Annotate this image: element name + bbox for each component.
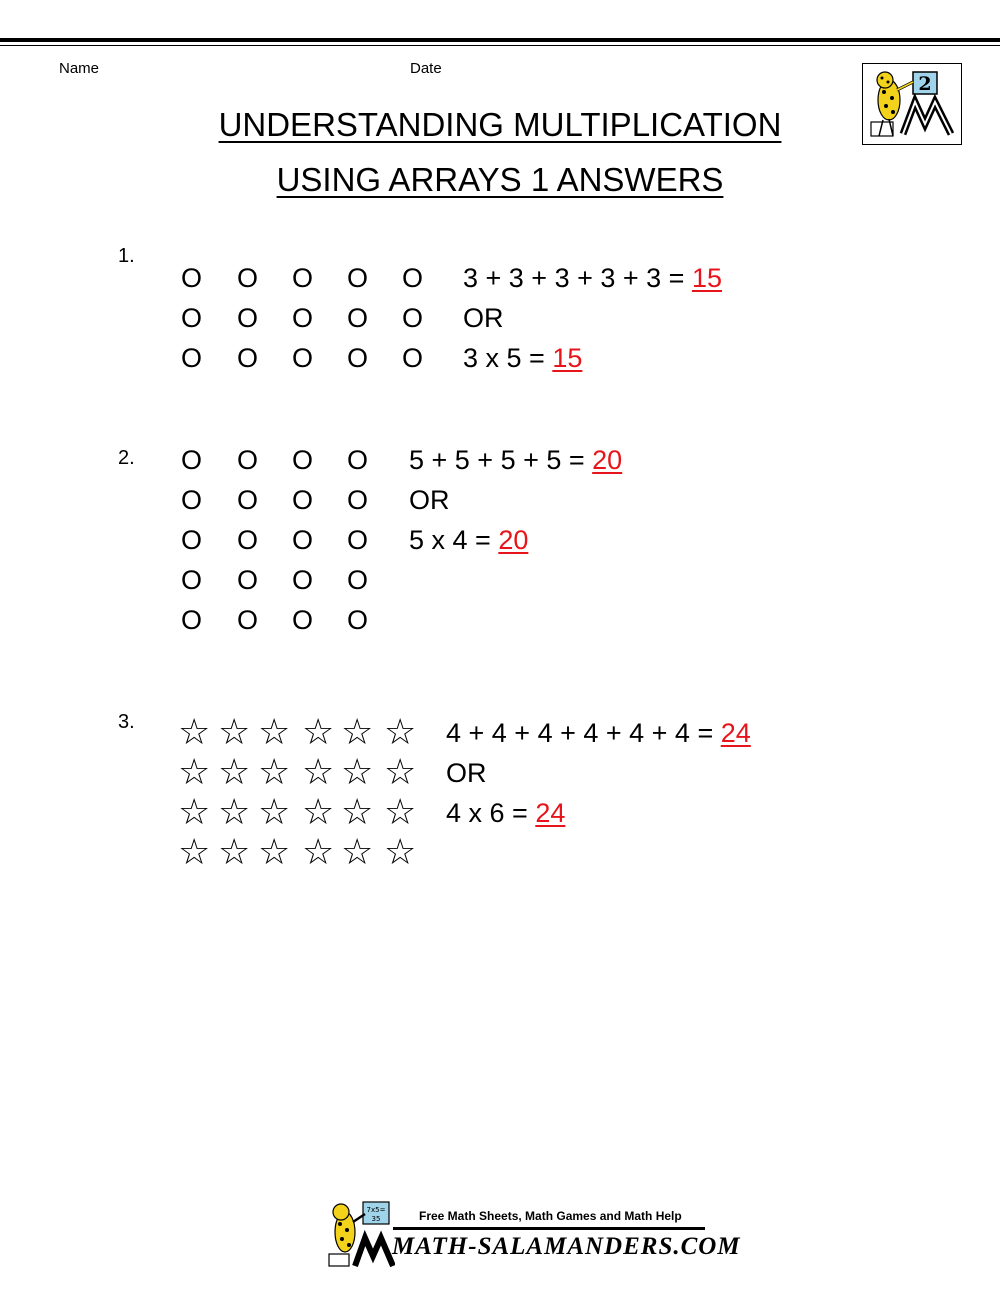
top-rule-thin xyxy=(0,45,1000,46)
star-icon: ☆ xyxy=(218,792,251,833)
circle-symbol: O xyxy=(347,303,369,333)
date-label: Date xyxy=(410,60,442,77)
name-label: Name xyxy=(59,60,100,77)
array-row xyxy=(0,713,1000,753)
or-label xyxy=(446,753,487,793)
star-icon: ☆ xyxy=(384,832,417,873)
circle-symbol: O xyxy=(181,263,203,293)
circle-symbol: O xyxy=(347,343,369,373)
star-icon: ☆ xyxy=(258,752,291,793)
circle-symbol: O xyxy=(181,605,203,635)
question-3-number: 3. xyxy=(118,711,135,733)
answer-value: 20 xyxy=(498,525,529,555)
star-icon: ☆ xyxy=(384,712,417,753)
equation-text: 5 x 4 = xyxy=(409,525,499,555)
circle-symbol: O xyxy=(237,343,259,373)
star-icon: ☆ xyxy=(218,752,251,793)
equation-text: 3 + 3 + 3 + 3 + 3 = xyxy=(463,263,692,293)
array-row xyxy=(0,600,1000,640)
circle-symbol: O xyxy=(237,525,259,555)
circle-symbol: O xyxy=(292,565,314,595)
array-row xyxy=(0,753,1000,793)
circle-symbol: O xyxy=(237,565,259,595)
equation-text: 3 x 5 = xyxy=(463,343,553,373)
question-2-number: 2. xyxy=(118,447,135,469)
circle-symbol: O xyxy=(402,303,424,333)
star-icon: ☆ xyxy=(178,832,211,873)
star-icon: ☆ xyxy=(178,792,211,833)
svg-text:35: 35 xyxy=(371,1215,381,1223)
star-icon: ☆ xyxy=(258,832,291,873)
footer-salamander-icon xyxy=(325,1198,395,1270)
circle-symbol: O xyxy=(402,343,424,373)
addition-equation xyxy=(409,440,622,480)
circle-symbol: O xyxy=(402,263,424,293)
answer-value: 15 xyxy=(552,343,583,373)
circle-symbol: O xyxy=(292,263,314,293)
multiplication-equation xyxy=(409,520,528,560)
circle-symbol: O xyxy=(292,485,314,515)
footer-rule xyxy=(393,1227,705,1230)
svg-text:7x5=: 7x5= xyxy=(366,1206,386,1214)
circle-symbol: O xyxy=(292,525,314,555)
circle-symbol: O xyxy=(181,565,203,595)
array-row xyxy=(0,480,1000,520)
star-icon: ☆ xyxy=(178,712,211,753)
star-icon: ☆ xyxy=(302,832,335,873)
circle-symbol: O xyxy=(237,485,259,515)
star-icon: ☆ xyxy=(258,712,291,753)
star-icon: ☆ xyxy=(258,792,291,833)
page-title-line1: UNDERSTANDING MULTIPLICATION xyxy=(218,106,782,143)
circle-symbol: O xyxy=(347,565,369,595)
answer-value: 24 xyxy=(720,718,751,748)
circle-symbol: O xyxy=(181,525,203,555)
circle-symbol: O xyxy=(347,605,369,635)
equation-text: 4 x 6 = xyxy=(446,798,536,828)
array-row xyxy=(0,520,1000,560)
footer-tagline: Free Math Sheets, Math Games and Math Help xyxy=(419,1209,682,1223)
multiplication-equation xyxy=(463,338,582,378)
array-row xyxy=(0,833,1000,873)
equation-text: OR xyxy=(409,485,450,515)
equation-text: 5 + 5 + 5 + 5 = xyxy=(409,445,593,475)
star-icon: ☆ xyxy=(341,792,374,833)
equation-text: OR xyxy=(463,303,504,333)
star-icon: ☆ xyxy=(218,712,251,753)
star-icon: ☆ xyxy=(384,752,417,793)
circle-symbol: O xyxy=(237,445,259,475)
star-icon: ☆ xyxy=(178,752,211,793)
circle-symbol: O xyxy=(181,485,203,515)
circle-symbol: O xyxy=(347,263,369,293)
top-rule-thick xyxy=(0,38,1000,42)
star-icon: ☆ xyxy=(341,832,374,873)
question-1-number: 1. xyxy=(118,245,135,267)
star-icon: ☆ xyxy=(302,792,335,833)
array-row xyxy=(0,560,1000,600)
circle-symbol: O xyxy=(292,343,314,373)
circle-symbol: O xyxy=(181,303,203,333)
circle-symbol: O xyxy=(347,525,369,555)
answer-value: 20 xyxy=(592,445,623,475)
array-row xyxy=(0,338,1000,378)
or-label xyxy=(463,298,504,338)
circle-symbol: O xyxy=(181,445,203,475)
circle-symbol: O xyxy=(347,485,369,515)
circle-symbol: O xyxy=(292,303,314,333)
array-row xyxy=(0,440,1000,480)
array-row xyxy=(0,298,1000,338)
circle-symbol: O xyxy=(347,445,369,475)
multiplication-equation xyxy=(446,793,565,833)
footer-site: MATH-SALAMANDERS.COM xyxy=(392,1233,741,1260)
equation-text: 4 + 4 + 4 + 4 + 4 + 4 = xyxy=(446,718,721,748)
star-icon: ☆ xyxy=(384,792,417,833)
circle-symbol: O xyxy=(237,263,259,293)
equation-text: OR xyxy=(446,758,487,788)
star-icon: ☆ xyxy=(218,832,251,873)
array-row xyxy=(0,258,1000,298)
circle-symbol: O xyxy=(181,343,203,373)
addition-equation xyxy=(463,258,722,298)
star-icon: ☆ xyxy=(341,712,374,753)
circle-symbol: O xyxy=(292,605,314,635)
or-label xyxy=(409,480,450,520)
circle-symbol: O xyxy=(292,445,314,475)
circle-symbol: O xyxy=(237,605,259,635)
array-row xyxy=(0,793,1000,833)
page-title-line2: USING ARRAYS 1 ANSWERS xyxy=(276,161,724,198)
answer-value: 15 xyxy=(691,263,722,293)
answer-value: 24 xyxy=(535,798,566,828)
star-icon: ☆ xyxy=(341,752,374,793)
addition-equation xyxy=(446,713,751,753)
star-icon: ☆ xyxy=(302,712,335,753)
footer-logo xyxy=(325,1198,395,1275)
circle-symbol: O xyxy=(237,303,259,333)
star-icon: ☆ xyxy=(302,752,335,793)
svg-text:2: 2 xyxy=(918,73,932,95)
